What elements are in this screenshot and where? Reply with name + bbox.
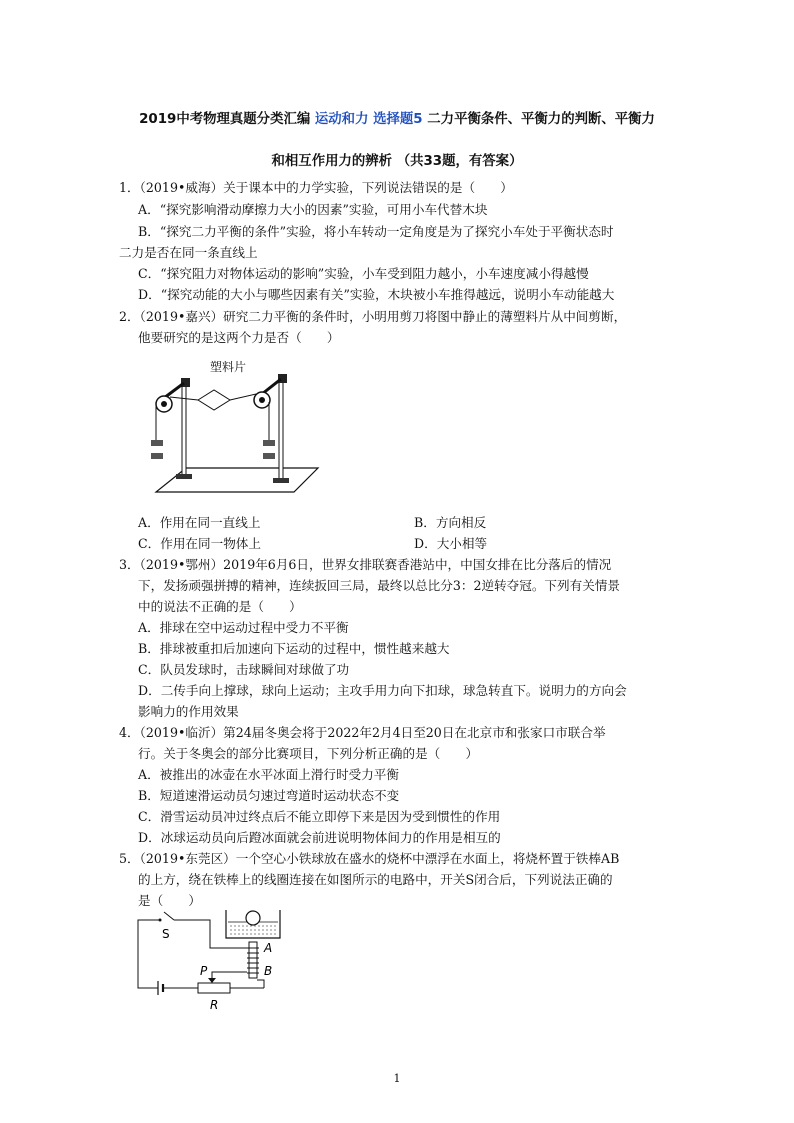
q3-stem-cont-1: 下，发扬顽强拼搏的精神，连续扳回三局，最终以总比分3：2逆转夺冠。下列有关情景 [138, 578, 620, 593]
q5-stem: 5．（2019•东莞区）一个空心小铁球放在盛水的烧杯中漂浮在水面上，将烧杯置于铁棒AB [119, 851, 620, 866]
q1-stem: 1．（2019•威海）关于课本中的力学实验，下列说法错误的是（ ） [119, 180, 513, 195]
q3-option-b: B．排球被重扣后加速向下运动的过程中，惯性越来越大 [138, 641, 450, 656]
q2-figure-apparatus [148, 356, 326, 496]
q1-option-d: D．“探究动能的大小与哪些因素有关”实验，木块被小车推得越远，说明小车动能越大 [138, 287, 615, 302]
wire-top [174, 920, 247, 948]
q1-option-a: A．“探究影响滑动摩擦力大小的因素”实验，可用小车代替木块 [138, 202, 488, 217]
doc-title-line-1 [0, 108, 794, 127]
q3-stem: 3．（2019•鄂州）2019年6月6日，世界女排联赛香港站中，中国女排在比分落后的情况 [119, 557, 612, 572]
q3-option-a: A．排球在空中运动过程中受力不平衡 [138, 620, 349, 635]
rheostat [198, 983, 230, 993]
page-number: 1 [393, 1072, 401, 1085]
q2-option-d: D．大小相等 [414, 536, 488, 551]
right-weight-2 [263, 453, 275, 459]
q2-figure-label: 塑料片 [210, 360, 247, 374]
left-stand-foot [176, 474, 192, 479]
left-weight-1 [151, 440, 163, 446]
q3-option-c: C．队员发球时，击球瞬间对球做了功 [138, 662, 350, 677]
q3-option-d: D．二传手向上撑球，球向上运动；主攻手用力向下扣球，球急转直下。说明力的方向会 [138, 683, 627, 698]
q2-stem-cont: 他要研究的是这两个力是否（ ） [138, 330, 340, 345]
q4-option-d: D．冰球运动员向后蹬冰面就会前进说明物体间力的作用是相互的 [138, 830, 501, 845]
right-stand [279, 382, 283, 480]
doc-title-line-2: 和相互作用力的辨析 （共33题，有答案） [271, 154, 523, 169]
right-string [230, 394, 256, 400]
label-b: B [264, 964, 273, 978]
q2-option-b: B．方向相反 [414, 515, 487, 530]
label-r: R [210, 998, 219, 1012]
plastic-card [198, 390, 230, 410]
q3-stem-cont-2: 中的说法不正确的是（ ） [138, 599, 302, 614]
wire-slider [212, 972, 247, 978]
label-a: A [264, 941, 273, 955]
q2-option-a: A．作用在同一直线上 [138, 515, 261, 530]
left-pulley-axle [161, 401, 167, 407]
right-weight-1 [263, 440, 275, 446]
q3-option-d-cont: 影响力的作用效果 [138, 704, 239, 719]
iron-ball [246, 911, 260, 925]
label-p: P [200, 964, 208, 978]
q5-stem-cont-2: 是（ ） [138, 893, 201, 908]
q2-option-c: C．作用在同一物体上 [138, 536, 261, 551]
title-topic: 运动和力 选择题5 [314, 112, 423, 127]
q4-stem-cont: 行。关于冬奥会的部分比赛项目，下列分析正确的是（ ） [138, 746, 479, 761]
left-stand [182, 386, 186, 476]
slider-arrow [208, 978, 216, 983]
label-s: S [162, 927, 170, 941]
q5-stem-cont-1: 的上方，绕在铁棒上的线圈连接在如图所示的电路中，开关S闭合后，下列说法正确的 [138, 872, 613, 887]
title-prefix: 2019中考物理真题分类汇编 [139, 112, 315, 127]
left-arm [164, 383, 184, 398]
q4-stem: 4．（2019•临沂）第24届冬奥会将于2022年2月4日至20日在北京市和张家口市联合举 [119, 725, 606, 740]
q1-option-b: B．“探究二力平衡的条件”实验，将小车转动一定角度是为了探究小车处于平衡状态时 [138, 224, 614, 239]
base-plate [156, 468, 318, 492]
wire-to-coil [257, 980, 264, 988]
switch-lever [164, 912, 174, 920]
q4-option-a: A．被推出的冰壶在水平冰面上滑行时受力平衡 [138, 767, 399, 782]
left-weight-2 [151, 453, 163, 459]
wire-left [138, 920, 160, 988]
title-subject: 二力平衡条件、平衡力的判断、平衡力 [422, 112, 655, 127]
q5-figure-circuit [136, 908, 296, 1018]
q1-option-c: C．“探究阻力对物体运动的影响”实验，小车受到阻力越小，小车速度减小得越慢 [138, 266, 589, 281]
q4-option-c: C．滑雪运动员冲过终点后不能立即停下来是因为受到惯性的作用 [138, 809, 501, 824]
q4-option-b: B．短道速滑运动员匀速过弯道时运动状态不变 [138, 788, 400, 803]
q2-stem: 2．（2019•嘉兴）研究二力平衡的条件时，小明用剪刀将图中静止的薄塑料片从中间剪断， [119, 309, 627, 324]
q1-option-b-cont: 二力是否在同一条直线上 [119, 245, 258, 260]
right-stand-foot [273, 478, 289, 483]
right-pulley-axle [259, 397, 265, 403]
